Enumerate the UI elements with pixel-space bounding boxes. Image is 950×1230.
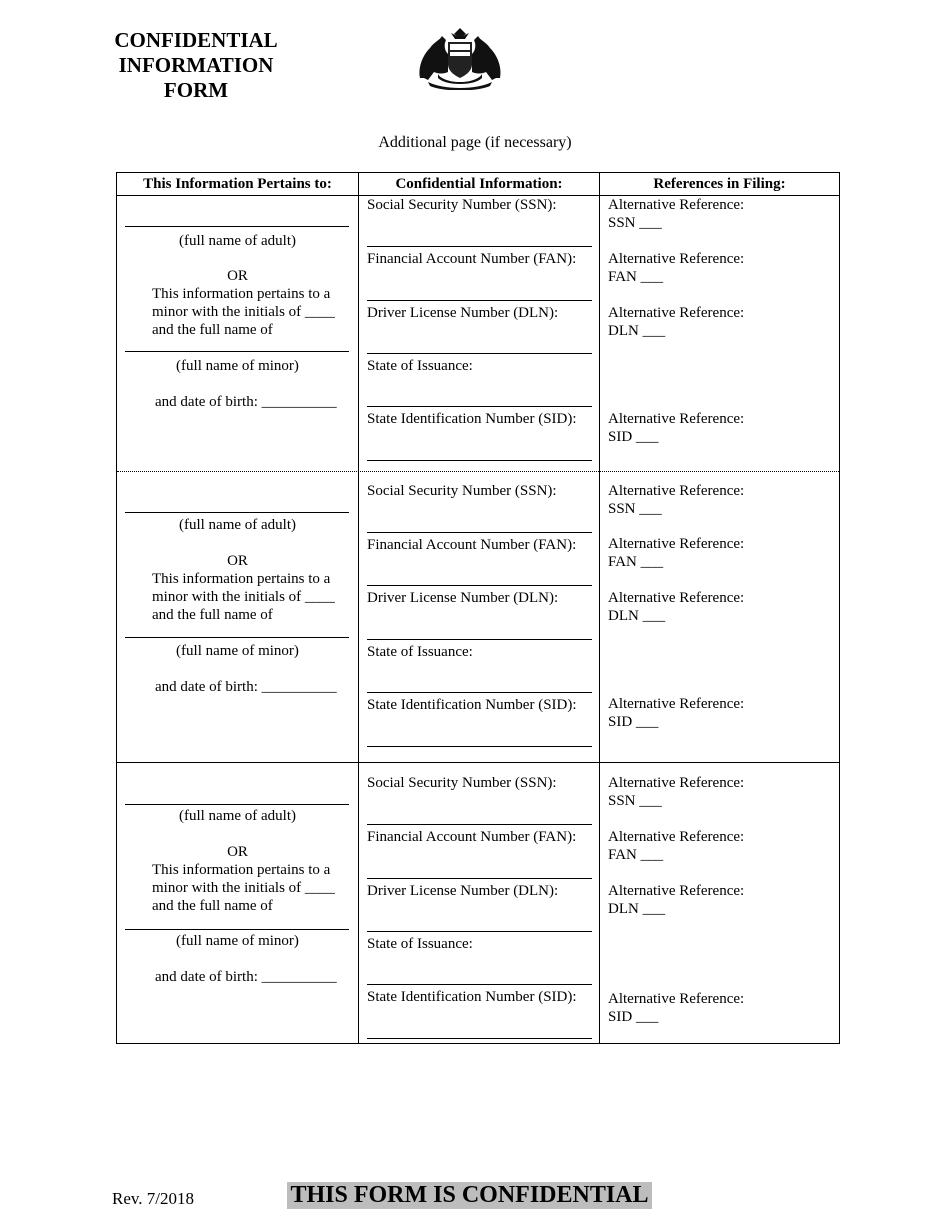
minor-name-field[interactable] [125,929,349,930]
sid-field[interactable] [367,1038,592,1039]
state-of-issuance-label: State of Issuance: [367,644,473,660]
sid-reference-field[interactable]: SID ___ [608,429,659,445]
alt-reference-label: Alternative Reference: [608,883,745,899]
minor-name-field[interactable] [125,351,349,352]
state-of-issuance-label: State of Issuance: [367,358,473,374]
minor-initials-field[interactable]: minor with the initials of ____ [152,880,335,896]
entry-section-1 [117,196,839,471]
column-header-pertains: This Information Pertains to: [143,176,332,192]
alt-reference-label: Alternative Reference: [608,197,745,213]
confidential-information-table [116,172,840,1044]
sid-field[interactable] [367,460,592,461]
minor-name-field[interactable] [125,637,349,638]
fan-label: Financial Account Number (FAN): [367,537,577,553]
alt-reference-label: Alternative Reference: [608,251,745,267]
ssn-label: Social Security Number (SSN): [367,197,557,213]
alt-reference-label: Alternative Reference: [608,483,745,499]
references-cell [600,482,839,762]
minor-text-line: and the full name of [152,322,273,338]
section-divider [117,762,839,763]
alt-reference-label: Alternative Reference: [608,775,745,791]
pennsylvania-coat-of-arms-icon [414,28,506,90]
confidential-cell [359,774,600,1044]
fan-reference-field[interactable]: FAN ___ [608,554,664,570]
entry-section-2 [117,482,839,762]
alt-reference-label: Alternative Reference: [608,696,745,712]
sid-field[interactable] [367,746,592,747]
alt-reference-label: Alternative Reference: [608,829,745,845]
references-cell [600,774,839,1044]
references-cell [600,196,839,471]
sid-label: State Identification Number (SID): [367,697,577,713]
form-title-line-3: FORM [163,78,229,102]
adult-name-label: (full name of adult) [178,233,297,249]
dln-label: Driver License Number (DLN): [367,590,559,606]
section-divider [117,471,839,472]
alt-reference-label: Alternative Reference: [608,590,745,606]
dln-reference-field[interactable]: DLN ___ [608,608,666,624]
ssn-reference-field[interactable]: SSN ___ [608,501,662,517]
or-label: OR [227,268,248,284]
minor-text-line: This information pertains to a [152,571,331,587]
sid-label: State Identification Number (SID): [367,411,577,427]
column-header-confidential: Confidential Information: [395,176,563,192]
minor-text-line: This information pertains to a [152,862,331,878]
pertains-cell [117,482,358,762]
confidential-notice: THIS FORM IS CONFIDENTIAL [287,1182,652,1209]
pertains-cell [117,196,358,471]
ssn-label: Social Security Number (SSN): [367,483,557,499]
adult-name-label: (full name of adult) [178,808,297,824]
ssn-field[interactable] [367,824,592,825]
fan-field[interactable] [367,300,592,301]
minor-name-label: (full name of minor) [176,643,299,659]
dln-field[interactable] [367,639,592,640]
fan-reference-field[interactable]: FAN ___ [608,847,664,863]
fan-reference-field[interactable]: FAN ___ [608,269,664,285]
alt-reference-label: Alternative Reference: [608,305,745,321]
minor-name-label: (full name of minor) [176,358,299,374]
confidential-cell [359,196,600,471]
fan-field[interactable] [367,585,592,586]
alt-reference-label: Alternative Reference: [608,411,745,427]
dln-reference-field[interactable]: DLN ___ [608,323,666,339]
alt-reference-label: Alternative Reference: [608,536,745,552]
dln-field[interactable] [367,353,592,354]
state-of-issuance-field[interactable] [367,984,592,985]
form-title-line-1: CONFIDENTIAL [114,28,278,52]
ssn-reference-field[interactable]: SSN ___ [608,793,662,809]
date-of-birth-field[interactable]: and date of birth: __________ [155,969,337,985]
date-of-birth-field[interactable]: and date of birth: __________ [155,394,337,410]
fan-label: Financial Account Number (FAN): [367,829,577,845]
column-header-references: References in Filing: [653,176,786,192]
adult-name-field[interactable] [125,226,349,227]
entry-section-3 [117,774,839,1044]
minor-text-line: This information pertains to a [152,286,331,302]
dln-reference-field[interactable]: DLN ___ [608,901,666,917]
ssn-reference-field[interactable]: SSN ___ [608,215,662,231]
minor-name-label: (full name of minor) [176,933,299,949]
minor-initials-field[interactable]: minor with the initials of ____ [152,589,335,605]
minor-initials-field[interactable]: minor with the initials of ____ [152,304,335,320]
form-title-line-2: INFORMATION [118,53,274,77]
adult-name-field[interactable] [125,512,349,513]
ssn-field[interactable] [367,246,592,247]
date-of-birth-field[interactable]: and date of birth: __________ [155,679,337,695]
adult-name-label: (full name of adult) [178,517,297,533]
adult-name-field[interactable] [125,804,349,805]
pertains-cell [117,774,358,1044]
fan-label: Financial Account Number (FAN): [367,251,577,267]
minor-text-line: and the full name of [152,898,273,914]
confidential-cell [359,482,600,762]
alt-reference-label: Alternative Reference: [608,991,745,1007]
sid-label: State Identification Number (SID): [367,989,577,1005]
state-of-issuance-field[interactable] [367,406,592,407]
dln-label: Driver License Number (DLN): [367,305,559,321]
or-label: OR [227,844,248,860]
ssn-field[interactable] [367,532,592,533]
sid-reference-field[interactable]: SID ___ [608,1009,659,1025]
page-subtitle: Additional page (if necessary) [378,134,572,151]
dln-field[interactable] [367,931,592,932]
form-title [96,28,296,103]
state-of-issuance-label: State of Issuance: [367,936,473,952]
dln-label: Driver License Number (DLN): [367,883,559,899]
state-of-issuance-field[interactable] [367,692,592,693]
sid-reference-field[interactable]: SID ___ [608,714,659,730]
fan-field[interactable] [367,878,592,879]
revision-label: Rev. 7/2018 [112,1189,195,1208]
or-label: OR [227,553,248,569]
minor-text-line: and the full name of [152,607,273,623]
ssn-label: Social Security Number (SSN): [367,775,557,791]
